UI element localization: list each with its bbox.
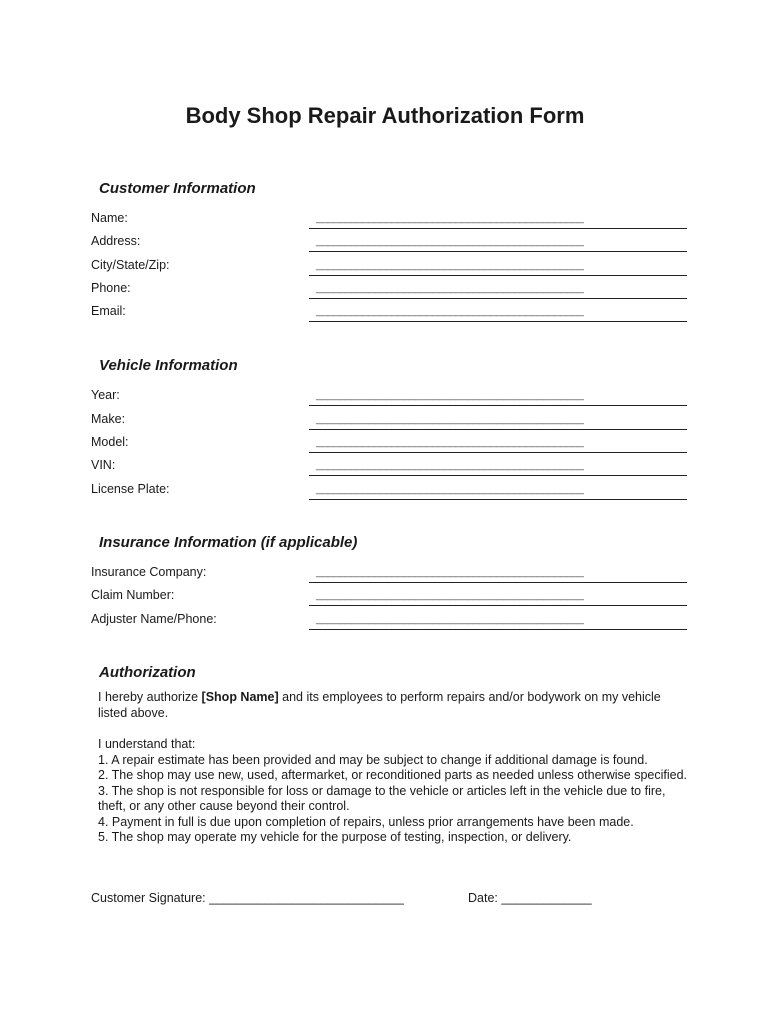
field-blank: ______________________________________________ [316, 259, 584, 271]
name-input-line[interactable] [309, 228, 687, 229]
page-title: Body Shop Repair Authorization Form [185, 103, 585, 128]
date-label: Date: [468, 891, 498, 905]
vehicle-model-row [0, 432, 770, 455]
field-label: Adjuster Name/Phone: [91, 612, 217, 626]
year-input-line[interactable] [309, 405, 687, 406]
terms-block [98, 737, 688, 846]
customer-name-row [0, 208, 770, 231]
date-line[interactable]: _____________ [501, 891, 592, 905]
field-blank: ______________________________________________ [316, 436, 584, 448]
customer-email-row [0, 301, 770, 324]
signature-row [91, 890, 404, 906]
insurance-company-row [0, 562, 770, 585]
vehicle-section-heading: Vehicle Information [99, 357, 238, 374]
shop-name-placeholder: [Shop Name] [201, 690, 279, 704]
vehicle-license-plate-row [0, 479, 770, 502]
field-blank: ______________________________________________ [316, 212, 584, 224]
adjuster-input-line[interactable] [309, 629, 687, 630]
signature-label: Customer Signature: [91, 891, 206, 905]
signature-line[interactable]: ____________________________ [209, 891, 404, 905]
field-label: Phone: [91, 281, 131, 295]
intro-after: and its employees to perform repairs and/or bodywork on my vehicle listed above. [98, 690, 661, 720]
term-item: 2. The shop may use new, used, aftermarket, or reconditioned parts as needed unless otherwise specified. [98, 768, 687, 782]
claim-number-input-line[interactable] [309, 605, 687, 606]
customer-phone-row [0, 278, 770, 301]
phone-input-line[interactable] [309, 298, 687, 299]
vehicle-year-row [0, 385, 770, 408]
vehicle-make-row [0, 409, 770, 432]
term-item: 3. The shop is not responsible for loss or damage to the vehicle or articles left in the vehicle due to fire, theft, or any other cause beyond their control. [98, 783, 666, 813]
field-label: Insurance Company: [91, 565, 207, 579]
citystatezip-input-line[interactable] [309, 275, 687, 276]
field-label: Claim Number: [91, 588, 175, 602]
field-label: License Plate: [91, 482, 170, 496]
field-label: Address: [91, 234, 141, 248]
field-label: Model: [91, 435, 129, 449]
customer-section-heading: Customer Information [99, 180, 256, 197]
field-label: Make: [91, 412, 126, 426]
field-label: Name: [91, 211, 128, 225]
field-label: Year: [91, 388, 120, 402]
authorization-statement [98, 690, 688, 721]
field-blank: ______________________________________________ [316, 413, 584, 425]
authorization-section-heading: Authorization [99, 664, 196, 681]
email-input-line[interactable] [309, 321, 687, 322]
field-blank: ______________________________________________ [316, 389, 584, 401]
field-blank: ______________________________________________ [316, 459, 584, 471]
field-label: City/State/Zip: [91, 258, 170, 272]
field-blank: ______________________________________________ [316, 566, 584, 578]
claim-number-row [0, 585, 770, 608]
license-plate-input-line[interactable] [309, 499, 687, 500]
insurance-section-heading: Insurance Information (if applicable) [99, 534, 358, 551]
field-blank: ______________________________________________ [316, 235, 584, 247]
field-blank: ______________________________________________ [316, 589, 584, 601]
field-blank: ______________________________________________ [316, 613, 584, 625]
term-item: 1. A repair estimate has been provided and may be subject to change if additional damage is found. [98, 752, 648, 767]
term-item: 4. Payment in full is due upon completion of repairs, unless prior arrangements have been made. [98, 814, 634, 829]
date-row [468, 890, 592, 906]
model-input-line[interactable] [309, 452, 687, 453]
intro-before: I hereby authorize [98, 690, 202, 704]
customer-citystatezip-row [0, 255, 770, 278]
field-label: VIN: [91, 458, 116, 472]
address-input-line[interactable] [309, 251, 687, 252]
field-blank: ______________________________________________ [316, 282, 584, 294]
field-label: Email: [91, 304, 126, 318]
understand-heading: I understand that: [98, 737, 196, 751]
vin-input-line[interactable] [309, 475, 687, 476]
customer-address-row [0, 231, 770, 254]
field-blank: ______________________________________________ [316, 483, 584, 495]
vehicle-vin-row [0, 455, 770, 478]
adjuster-row [0, 609, 770, 632]
insurance-company-input-line[interactable] [309, 582, 687, 583]
term-item: 5. The shop may operate my vehicle for the purpose of testing, inspection, or delivery. [98, 830, 572, 844]
field-blank: ______________________________________________ [316, 305, 584, 317]
make-input-line[interactable] [309, 429, 687, 430]
